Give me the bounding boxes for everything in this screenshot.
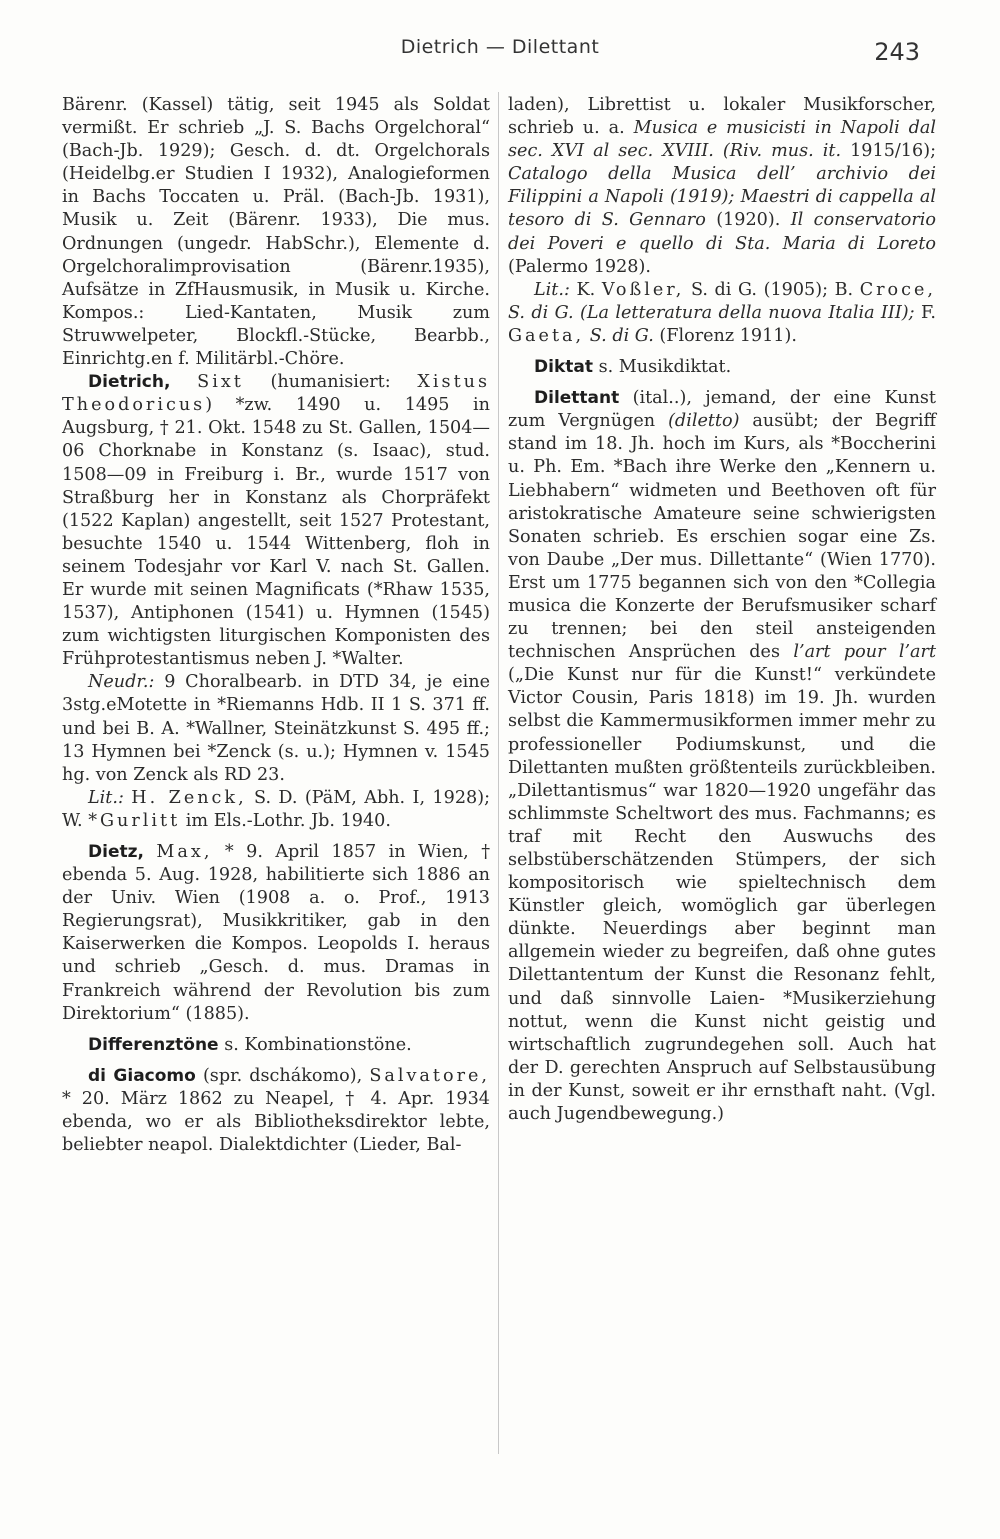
headword: di Giacomo <box>88 1065 196 1086</box>
entry-text: * 9. April 1857 in Wien, † ebenda 5. Aug. 1928, habilitierte sich 1886 an der Univ. Wien (1908 a. o. Prof., 1913 Regierungsrat), Musikkritiker, gab in den Kaiserwerken die Kompos. Leopolds I. heraus und schrieb „Gesch. d. mus. Dramas in Frankreich während der Revolution bis zum Direktorium“ (1885). <box>62 842 491 1024</box>
lit-author: Croce, <box>859 279 937 300</box>
neudr-text: 9 Choralbearb. in DTD 34, je eine 3stg.eMotette in *Riemanns Hdb. II 1 S. 371 ff. und bei B. A. *Wallner, Steinätzkunst S. 495 ff.; 13 Hymnen bei *Zenck (s. u.); Hymnen v. 1545 hg. von Zenck als RD 23. <box>62 672 491 785</box>
humanist-name: Xistus Theodoricus <box>62 372 491 416</box>
neudr-paragraph <box>62 671 490 786</box>
entry-continuation-right <box>508 94 936 348</box>
page-number: 243 <box>874 38 920 66</box>
work-title: Il conservatorio dei Poveri e quello di Sta. Maria di Loreto <box>508 210 936 254</box>
lit-text: K. <box>576 279 596 300</box>
entry-dietrich-sixt <box>62 371 490 833</box>
work-title: Catalogo della Musica dell’ archivio dei Filippini a Napoli (1919); Maestri di cappella al tesoro di S. Gennaro <box>508 164 936 231</box>
journal-title: (Riv. mus. it. <box>722 141 842 162</box>
person-name: Salvatore, <box>369 1065 491 1086</box>
headword: Dietz, <box>88 842 144 862</box>
entry-text: (spr. dschákomo), <box>202 1065 363 1086</box>
entry-text: s. Musikdiktat. <box>598 357 732 378</box>
headword: Differenztöne <box>88 1034 219 1055</box>
lit-text: S. D. (PäM, Abh. I, 1928); W. <box>62 787 491 831</box>
lit-text: (Florenz 1911). <box>659 325 797 346</box>
entry-text: (1920). <box>716 210 781 231</box>
entry-text: (ital..), jemand, der eine Kunst zum Vergnügen <box>508 388 936 432</box>
headword: Diktat <box>534 357 593 378</box>
continuation-text: Bärenr. (Kassel) tätig, seit 1945 als Soldat vermißt. Er schrieb „J. S. Bachs Orgelchoral“ (Bach-Jb. 1929); Gesch. d. dt. Orgelchorals (Heidelbg.er Studien I 1932), Analogieformen in Bachs Toccaten u. Präl. (Bach-Jb. 1931), Musik u. Zeit (Bärenr. 1933), Die mus. Ordnungen (ungedr. HabSchr.), Elemente d. Orgelchoralimprovisation (Bärenr.1935), Aufsätze in ZfHausmusik, in Musik u. Kirche. Kompos.: Lied-Kantaten, Musik zum Struwwelpeter, Blockfl.-Stücke, Bearbb., Einrichtg.en f. Militärbl.-Chöre. <box>62 95 490 370</box>
lit-author: Gaeta, <box>508 325 585 346</box>
entry-text: ) *zw. 1490 u. 1495 in Augsburg, † 21. Okt. 1548 zu St. Gallen, 1504—06 Chorknabe in Konstanz (s. Isaac), stud. 1508—09 in Freiburg i. Br., wurde 1517 von Straßburg her in Konstanz als Chorpräfekt (1522 Kaplan) angestellt, seit 1527 Protestant, besuchte 1540 u. 1544 Wittenberg, floh in seinem Todesjahr vor Karl V. nach St. Gallen. Er wurde mit seinen Magnificats (*Rhaw 1535, 1537), Antiphonen (1541) u. Hymnen (1545) zum wichtigsten liturgischen Komponisten des Frühprotestantismus neben J. *Walter. <box>62 395 490 670</box>
work-title: Musica e musicisti in Napoli dal sec. XVI al sec. XVIII. <box>508 118 936 162</box>
lit-author: Voßler, <box>601 279 685 300</box>
lit-text: im Els.-Lothr. Jb. 1940. <box>185 810 391 831</box>
left-column <box>62 94 490 1165</box>
entry-dilettant <box>508 387 936 1126</box>
person-name: Max, <box>156 842 213 862</box>
entry-differenztoene <box>62 1034 490 1057</box>
headword: Dilettant <box>534 388 620 409</box>
lit-paragraph <box>62 787 490 833</box>
running-head: Dietrich — Dilettant <box>400 36 600 58</box>
entry-body <box>508 356 936 379</box>
lit-author: *Gurlitt <box>88 810 181 831</box>
neudr-label: Neudr.: <box>88 672 155 693</box>
entry-text: s. Kombinationstöne. <box>224 1034 412 1055</box>
lit-author: H. Zenck, <box>131 787 247 808</box>
entry-text: 1915/16); <box>850 141 936 162</box>
right-column <box>508 94 936 1134</box>
entry-text: laden), Librettist u. lokaler Musikforscher, schrieb u. a. <box>508 95 936 139</box>
italic-term: (diletto) <box>668 411 740 432</box>
lit-label: Lit.: <box>88 787 124 808</box>
entry-continuation-left <box>62 94 490 371</box>
entry-diktat <box>508 356 936 379</box>
entry-body <box>62 1034 490 1057</box>
entry-text: (Palermo 1928). <box>508 256 651 277</box>
italic-term: l’art pour l’art <box>793 642 937 663</box>
entry-di-giacomo <box>62 1065 490 1157</box>
entry-body <box>62 371 490 671</box>
entry-text: ausübt; der Begriff stand im 18. Jh. hoch im Kurs, als *Boccherini u. Ph. Em. *Bach ihre Werke den „Kennern u. Liebhabern“ widmeten und Beethoven oft für aristokratische Amateure seine schwierigsten Sonaten schrieb. Es erschien sogar eine Zs. von Daube „Der mus. Dillettante“ (Wien 1770). Erst um 1775 begannen sich von den *Collegia musica die Konzerte der Berufsmusiker scharf zu trennen; bei den steil ansteigenden technischen Ansprüchen des <box>508 411 937 663</box>
lit-text: S. di G. (1905); B. <box>690 279 854 300</box>
entry-text: (humanisiert: <box>270 372 391 393</box>
entry-body <box>508 387 936 1126</box>
entry-body <box>62 841 490 1026</box>
lit-label: Lit.: <box>534 279 570 300</box>
entry-text: * 20. März 1862 zu Neapel, † 4. Apr. 1934 ebenda, wo er als Bibliotheksdirektor lebte, beliebter neapol. Dialektdichter (Lieder, Bal- <box>62 1088 490 1156</box>
entry-dietz <box>62 841 490 1026</box>
lit-title: S. di G. (La letteratura della nuova Italia III); <box>508 302 915 323</box>
continuation-body <box>508 94 936 279</box>
person-name: Sixt <box>197 372 244 393</box>
entry-body <box>62 1065 490 1157</box>
lit-paragraph <box>508 279 936 348</box>
entry-text: („Die Kunst nur für die Kunst!“ verkündete Victor Cousin, Paris 1818) im 19. Jh. wurden selbst die Kammermusikformen immer mehr zu professioneller Podiumskunst, und die Dilettanten mußten größtenteils zurückbleiben. „Dilettantismus“ war 1820—1920 ungefähr das schlimmste Scheltwort des mus. Fachmanns; es traf mit Recht den Auswuchs des selbstüberschätzenden Stümpers, der sich kompositorisch wie spieltechnisch dem Künstler gleich, womöglich gar überlegen dünkte. Neuerdings aber beginnt man allgemein wieder zu begreifen, daß ohne gutes Dilettantentum der Kunst die Resonanz fehlt, und daß sinnvolle Laien- *Musikerziehung nottut, wenn die Kunst nicht geistig und wirtschaftlich zugrundegehen soll. Auch hat der D. gerechten Anspruch auf Selbstausübung in der Kunst, soweit er ihr ernsthaft naht. (Vgl. auch Jugendbewegung.) <box>508 665 936 1125</box>
lit-text: F. <box>920 302 936 323</box>
column-divider <box>498 92 499 1454</box>
headword: Dietrich, <box>88 372 171 393</box>
lit-title: S. di G. <box>589 325 654 346</box>
